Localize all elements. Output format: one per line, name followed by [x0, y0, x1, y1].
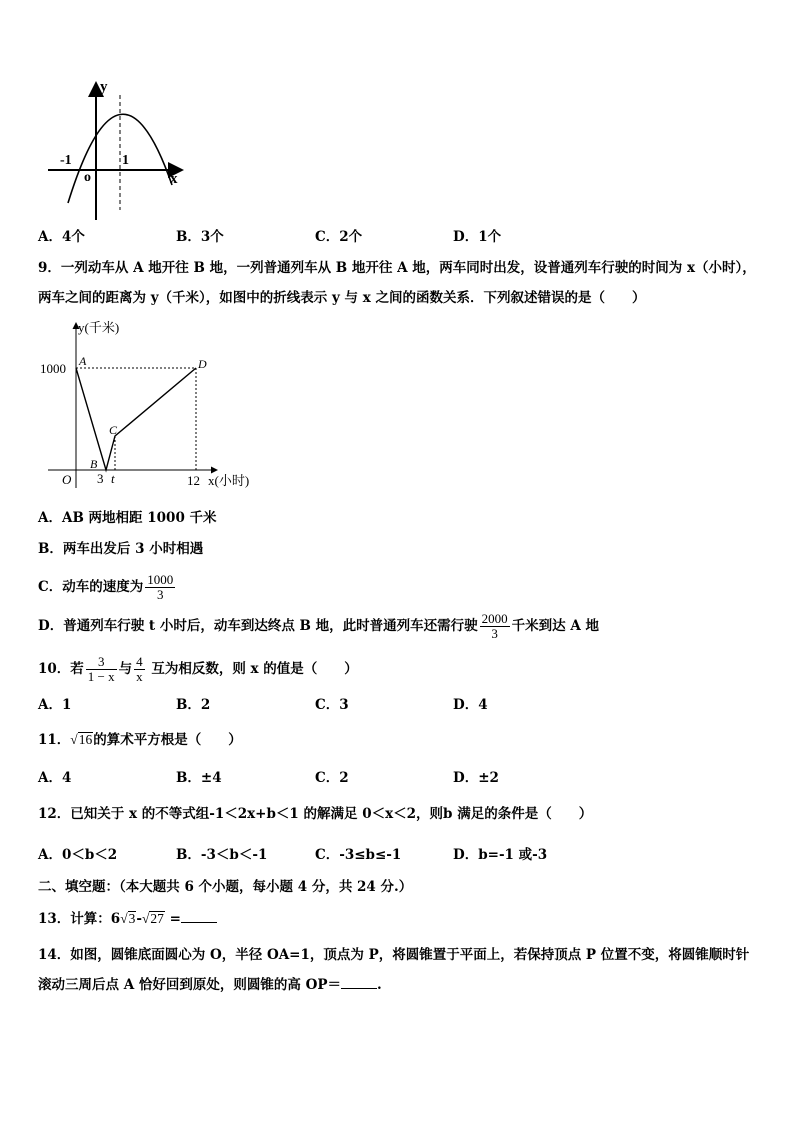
q10-mid: 与 — [118, 661, 133, 677]
chart-y-tick-1000: 1000 — [40, 361, 66, 376]
q14-stem-line1: 14．如图，圆锥底面圆心为 O，半径 OA=1，顶点为 P，将圆锥置于平面上，若保持顶点 P 位置不变，将圆锥顺时针 — [38, 947, 750, 963]
q11-sqrt: √16 — [70, 732, 93, 747]
q13-stem — [38, 908, 217, 929]
fraction-numerator: 4 — [136, 654, 143, 669]
q13-minus: - — [136, 911, 142, 927]
fraction-numerator: 1000 — [147, 572, 174, 587]
q9-option-d[interactable] — [38, 608, 599, 644]
chart-x-label: x(小时) — [208, 473, 250, 488]
graph1-x-label: x — [170, 171, 178, 187]
chart-y-label: y(千米) — [78, 320, 120, 335]
q13-radicand-2: 27 — [150, 911, 164, 926]
q13-radicand-1: 3 — [128, 911, 136, 926]
q10-option-d[interactable]: D．4 — [453, 697, 488, 713]
q13-sqrt-1: √3 — [120, 911, 136, 926]
q8-option-b[interactable]: B．3个 — [176, 229, 224, 245]
q10-prefix: 10．若 — [38, 661, 84, 677]
fraction-denominator: 3 — [480, 626, 510, 641]
chart-point-a: A — [79, 354, 87, 368]
q11-option-d[interactable]: D．±2 — [453, 770, 499, 786]
q10-suffix: 互为相反数，则 x 的值是（ ） — [151, 661, 358, 677]
q8-option-a[interactable]: A．4个 — [38, 229, 85, 245]
q9-option-c-prefix: C．动车的速度为 — [38, 579, 144, 595]
section-2-heading: 二、填空题：（本大题共 6 个小题，每小题 4 分，共 24 分.） — [38, 879, 413, 895]
q12-option-b[interactable]: B．-3＜b＜-1 — [176, 847, 268, 863]
q10-fraction-1 — [86, 655, 117, 684]
chart-point-b: B — [90, 457, 98, 471]
q11-suffix: 的算术平方根是（ ） — [93, 732, 242, 748]
q11-radicand: 16 — [78, 732, 93, 747]
q13-equals: = — [169, 911, 181, 927]
q11-option-a[interactable]: A．4 — [38, 770, 72, 786]
parabola-graph — [40, 75, 190, 225]
q9-option-b[interactable]: B．两车出发后 3 小时相遇 — [38, 541, 204, 557]
q14-line2-text: 滚动三周后点 A 恰好回到原处，则圆锥的高 OP＝ — [38, 977, 341, 993]
q9-option-c-fraction — [145, 573, 175, 602]
q12-option-d[interactable]: D．b=-1 或-3 — [453, 847, 548, 863]
q10-option-a[interactable]: A．1 — [38, 697, 72, 713]
q9-option-a[interactable]: A．AB 两地相距 1000 千米 — [38, 510, 217, 526]
q11-option-c[interactable]: C．2 — [315, 770, 349, 786]
chart-x-tick-t: t — [111, 471, 115, 486]
graph1-tick-pos: 1 — [122, 153, 129, 168]
q14-stem-line2 — [38, 974, 382, 995]
chart-x-tick-12: 12 — [187, 473, 200, 488]
fraction-denominator: 3 — [145, 587, 175, 602]
q9-option-c[interactable] — [38, 569, 177, 605]
q9-distance-time-chart — [38, 318, 268, 496]
q11-option-b[interactable]: B．±4 — [176, 770, 222, 786]
chart-origin: O — [62, 472, 72, 487]
q11-stem — [38, 730, 242, 750]
q12-stem: 12．已知关于 x 的不等式组-1＜2x+b＜1 的解满足 0＜x＜2，则b 满足的条件是（ ） — [38, 806, 593, 822]
q10-fraction-2 — [134, 655, 145, 684]
q13-prefix: 13．计算：6 — [38, 911, 121, 927]
fraction-denominator: 1 − x — [87, 669, 115, 684]
q13-sqrt-2: √27 — [141, 911, 164, 926]
graph1-tick-neg: -1 — [60, 153, 72, 168]
q8-option-d[interactable]: D．1个 — [453, 229, 502, 245]
q14-answer-blank[interactable] — [341, 974, 377, 989]
q9-option-d-suffix: 千米到达 A 地 — [511, 618, 600, 634]
q10-option-c[interactable]: C．3 — [315, 697, 349, 713]
q14-line2-end: . — [377, 977, 382, 993]
graph1-origin: o — [84, 170, 91, 185]
chart-point-c: C — [109, 423, 118, 437]
fraction-denominator: x — [136, 669, 143, 684]
chart-point-d: D — [198, 357, 207, 371]
q11-prefix: 11． — [38, 732, 71, 748]
q9-option-d-fraction — [480, 612, 510, 641]
q9-stem-line1: 9．一列动车从 A 地开往 B 地，一列普通列车从 B 地开往 A 地，两车同时出发，设普通列车行驶的时间为 x（小时）， — [38, 260, 756, 276]
q10-stem — [38, 650, 358, 688]
q13-answer-blank[interactable] — [181, 908, 217, 923]
chart-polyline — [76, 368, 196, 470]
q9-option-d-prefix: D．普通列车行驶 t 小时后，动车到达终点 B 地，此时普通列车还需行驶 — [38, 618, 478, 634]
q12-option-c[interactable]: C．-3≤b≤-1 — [315, 847, 402, 863]
q12-option-a[interactable]: A．0＜b＜2 — [38, 847, 118, 863]
fraction-numerator: 2000 — [481, 611, 508, 626]
graph1-y-label: y — [100, 79, 108, 95]
q8-option-c[interactable]: C．2个 — [315, 229, 363, 245]
q10-option-b[interactable]: B．2 — [176, 697, 211, 713]
chart-x-tick-3: 3 — [97, 471, 104, 486]
q9-stem-line2: 两车之间的距离为 y（千米），如图中的折线表示 y 与 x 之间的函数关系．下列叙述错误的是（ ） — [38, 290, 646, 306]
fraction-numerator: 3 — [97, 654, 105, 669]
